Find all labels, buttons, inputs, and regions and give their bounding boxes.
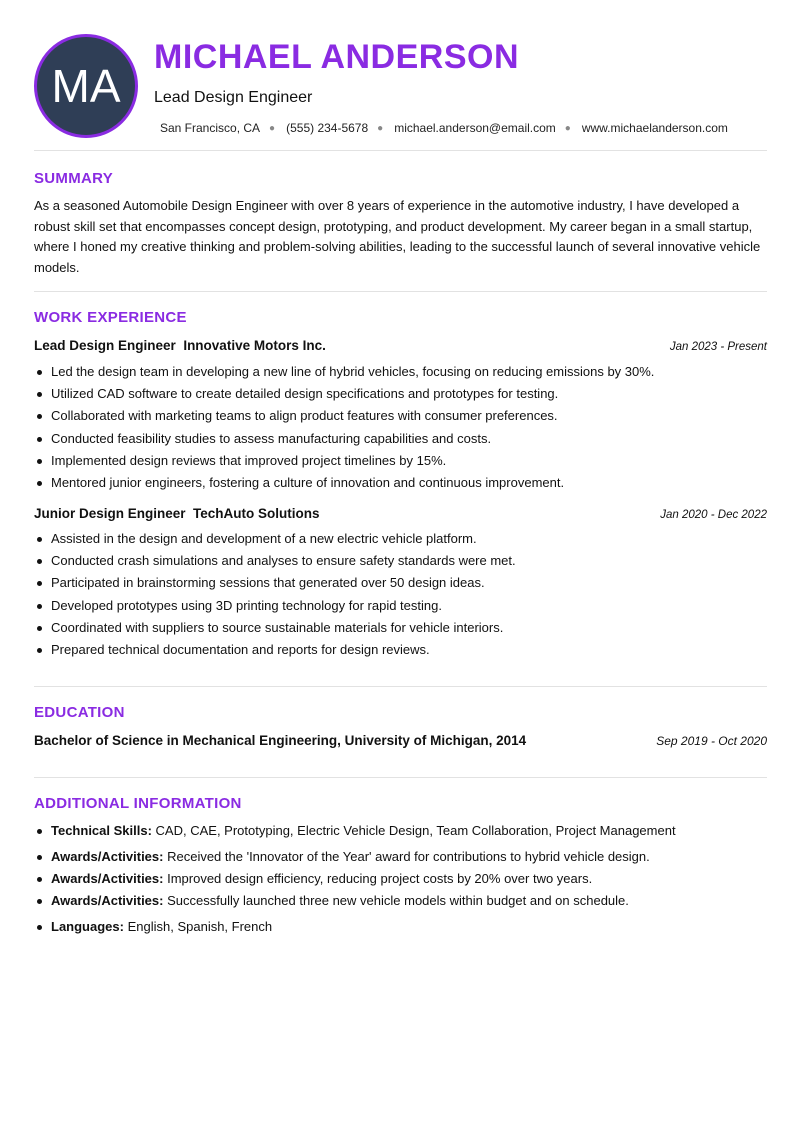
info-text: English, Spanish, French [127, 919, 273, 934]
education-heading: EDUCATION [34, 704, 125, 721]
info-text: Successfully launched three new vehicle models within budget and on schedule. [167, 893, 629, 908]
avatar-initials: MA [51, 60, 121, 112]
list-item: Conducted crash simulations and analyses to ensure safety standards were met. [34, 550, 767, 572]
contact-email[interactable]: michael.anderson@email.com [394, 121, 556, 135]
job-company: TechAuto Solutions [193, 506, 320, 521]
summary-heading: SUMMARY [34, 170, 114, 187]
education-degree: Bachelor of Science in Mechanical Engineering, University of Michigan, 2014 [34, 733, 527, 748]
candidate-title: Lead Design Engineer [154, 89, 313, 106]
contact-location: San Francisco, CA [160, 121, 261, 135]
additional-info-heading: ADDITIONAL INFORMATION [34, 795, 242, 812]
list-item [34, 868, 767, 890]
info-label: Languages: [51, 919, 124, 934]
education-row [34, 733, 767, 748]
job-bullet-list [34, 528, 767, 661]
candidate-name: MICHAEL ANDERSON [154, 38, 520, 76]
list-item [34, 820, 767, 842]
job-role: Lead Design Engineer [34, 338, 176, 353]
section-divider [34, 150, 767, 151]
list-item: Collaborated with marketing teams to align product features with consumer preferences. [34, 405, 767, 427]
job-dates: Jan 2023 - Present [669, 341, 767, 353]
list-item: Coordinated with suppliers to source sustainable materials for vehicle interiors. [34, 617, 767, 639]
job-bullet-list [34, 361, 767, 494]
separator-dot-icon: ● [377, 122, 384, 134]
info-text: Received the 'Innovator of the Year' award for contributions to hybrid vehicle design. [167, 849, 650, 864]
list-item: Utilized CAD software to create detailed design specifications and prototypes for testing. [34, 383, 767, 405]
list-item: Led the design team in developing a new line of hybrid vehicles, focusing on reducing emissions by 30%. [34, 361, 767, 383]
separator-dot-icon: ● [564, 122, 571, 134]
list-item: Prepared technical documentation and reports for design reviews. [34, 639, 767, 661]
section-divider [34, 777, 767, 778]
job-role-company [34, 506, 320, 521]
avatar [34, 34, 138, 138]
info-label: Awards/Activities: [51, 849, 164, 864]
job-dates: Jan 2020 - Dec 2022 [660, 509, 767, 521]
contact-phone: (555) 234-5678 [286, 121, 369, 135]
list-item [34, 890, 767, 912]
separator-dot-icon: ● [269, 122, 276, 134]
info-label: Awards/Activities: [51, 893, 164, 908]
job-role: Junior Design Engineer [34, 506, 186, 521]
job-header [34, 506, 767, 521]
work-experience-heading: WORK EXPERIENCE [34, 309, 187, 326]
list-item: Developed prototypes using 3D printing technology for rapid testing. [34, 595, 767, 617]
info-label: Awards/Activities: [51, 871, 164, 886]
job-header [34, 338, 767, 353]
contact-bar [160, 121, 728, 135]
list-item [34, 846, 767, 868]
education-dates: Sep 2019 - Oct 2020 [656, 734, 767, 748]
list-item [34, 916, 767, 938]
list-item: Assisted in the design and development of a new electric vehicle platform. [34, 528, 767, 550]
info-label: Technical Skills: [51, 823, 152, 838]
summary-text: As a seasoned Automobile Design Engineer with over 8 years of experience in the automotive industry, I have developed a robust skill set that encompasses concept design, prototyping, and product development. My career began in a small startup, where I honed my creative thinking and problem-solving abilities, leading to the successful launch of several innovative vehicle models. [34, 198, 761, 275]
section-divider [34, 291, 767, 292]
contact-website[interactable]: www.michaelanderson.com [581, 121, 728, 135]
list-item: Implemented design reviews that improved project timelines by 15%. [34, 450, 767, 472]
job-role-company [34, 338, 326, 353]
section-divider [34, 686, 767, 687]
additional-info-list [34, 820, 767, 938]
info-text: CAD, CAE, Prototyping, Electric Vehicle Design, Team Collaboration, Project Management [155, 823, 676, 838]
job-company: Innovative Motors Inc. [183, 338, 326, 353]
list-item: Participated in brainstorming sessions that generated over 50 design ideas. [34, 572, 767, 594]
list-item: Mentored junior engineers, fostering a culture of innovation and continuous improvement. [34, 472, 767, 494]
info-text: Improved design efficiency, reducing project costs by 20% over two years. [167, 871, 593, 886]
list-item: Conducted feasibility studies to assess manufacturing capabilities and costs. [34, 428, 767, 450]
